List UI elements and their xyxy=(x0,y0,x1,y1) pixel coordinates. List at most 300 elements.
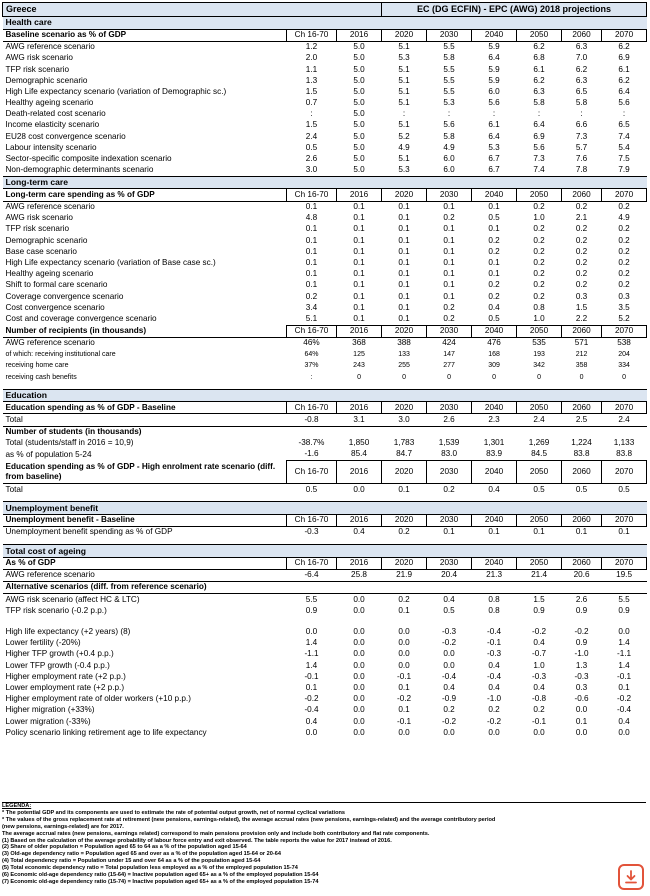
table-row xyxy=(3,280,647,291)
row-value: 1.3 xyxy=(305,75,318,85)
row-value: 0.2 xyxy=(618,269,630,279)
row-value: : xyxy=(492,109,496,119)
row-value: 0.1 xyxy=(618,682,630,692)
row-value: 0.2 xyxy=(305,291,318,301)
row-value: 0.2 xyxy=(488,705,500,715)
row-value: : xyxy=(310,373,313,381)
column-header: 2070 xyxy=(602,29,647,41)
column-header: Ch 16-70 xyxy=(287,189,337,201)
row-value: 5.0 xyxy=(353,109,365,119)
row-value: 0.0 xyxy=(533,727,545,737)
row-value: -0.8 xyxy=(287,414,337,426)
row-value: 0.1 xyxy=(398,280,410,290)
row-value: 0.0 xyxy=(618,727,630,737)
row-value: 0.0 xyxy=(618,627,630,637)
table-row xyxy=(3,142,647,153)
row-value: 5.5 xyxy=(443,42,455,52)
row-value: 133 xyxy=(398,351,410,359)
row-value: 5.9 xyxy=(488,75,500,85)
column-header: 2050 xyxy=(517,29,562,41)
row-value: 0.1 xyxy=(305,202,318,212)
row-value: 0.2 xyxy=(443,302,455,312)
row-label: Lower fertility (-20%) xyxy=(5,638,81,648)
legend-line: (5) Total economic dependency ratio = Total population less employed as a % of the employed population 15-74 xyxy=(2,865,298,872)
health-section xyxy=(3,17,647,30)
column-header: 2040 xyxy=(472,557,517,569)
row-value: 5.0 xyxy=(353,98,365,108)
row-label: AWG risk scenario xyxy=(5,213,73,223)
row-value: 6.0 xyxy=(443,154,455,164)
recipients-header xyxy=(3,325,647,337)
ageing-header-label: As % of GDP xyxy=(3,557,287,569)
row-label: Cost and coverage convergence scenario xyxy=(5,314,157,324)
row-value: 358 xyxy=(575,362,588,370)
row-value: 6.9 xyxy=(533,131,545,141)
row-label: AWG reference scenario xyxy=(3,569,287,581)
ltc-section xyxy=(3,176,647,189)
row-value: -1.0 xyxy=(574,649,589,659)
unemployment-section-title: Unemployment benefit xyxy=(3,502,647,515)
table-row xyxy=(3,246,647,257)
row-value: 6.5 xyxy=(618,120,630,130)
row-value: 5.1 xyxy=(398,86,410,96)
row-value: 1,539 xyxy=(438,438,460,448)
column-header: 2050 xyxy=(517,402,562,414)
row-value: 4.9 xyxy=(443,142,455,152)
row-value: : xyxy=(537,109,541,119)
row-label: AWG reference scenario xyxy=(5,42,95,52)
education-section xyxy=(3,389,647,402)
row-label: Lower TFP growth (-0.4 p.p.) xyxy=(5,660,110,670)
row-value: 0.1 xyxy=(533,527,545,537)
row-label: Sector-specific composite indexation scenario xyxy=(5,154,172,164)
row-value: 6.1 xyxy=(488,120,500,130)
row-value: 0.2 xyxy=(575,280,588,290)
row-value: 6.6 xyxy=(575,120,588,130)
column-header: Ch 16-70 xyxy=(287,461,337,484)
row-value: 0.9 xyxy=(533,605,545,615)
row-value: 83.8 xyxy=(573,449,590,459)
row-value: 0.2 xyxy=(443,705,455,715)
row-value: 0.1 xyxy=(353,313,365,323)
row-value: 0.4 xyxy=(618,716,630,726)
row-value: 5.1 xyxy=(398,120,410,130)
column-header: 2060 xyxy=(562,402,602,414)
alt-scenarios-header xyxy=(3,582,647,594)
legend-line: The average accrual rates (new pensions, earnings related) correspond to main pensions provision only and include both contributory and flat rate components. xyxy=(2,830,430,837)
row-value: : xyxy=(580,109,583,119)
row-value: 1.4 xyxy=(618,660,630,670)
download-button[interactable] xyxy=(618,864,644,890)
row-label: Higher employment rate of older workers (+10 p.p.) xyxy=(5,694,191,704)
row-value: 538 xyxy=(617,338,631,348)
table-row xyxy=(3,605,647,616)
unemployment-header xyxy=(3,514,647,526)
row-value: 6.3 xyxy=(575,42,588,52)
row-label: receiving cash benefits xyxy=(5,373,77,381)
row-value: 0.0 xyxy=(443,727,455,737)
row-value: 125 xyxy=(353,351,365,359)
row-value: -0.2 xyxy=(441,716,457,726)
row-value: 2.3 xyxy=(472,414,517,426)
row-value: 0.7 xyxy=(305,98,318,108)
legend-line: * The potential GDP and its components are used to estimate the rate of potential output growth, net of normal cyclical variations xyxy=(2,809,346,816)
row-value: 0.8 xyxy=(533,302,545,312)
row-value: 5.5 xyxy=(443,64,455,74)
row-value: 5.2 xyxy=(398,131,410,141)
row-label: Higher employment rate (+2 p.p.) xyxy=(5,671,126,681)
row-value: 21.3 xyxy=(472,569,517,581)
row-value: 0.1 xyxy=(575,716,588,726)
table-row xyxy=(3,594,647,606)
row-value: 0.2 xyxy=(488,291,500,301)
row-value: 2.5 xyxy=(562,414,602,426)
row-value: 1.0 xyxy=(533,213,545,223)
row-label: AWG reference scenario xyxy=(5,202,95,212)
column-header: 2020 xyxy=(382,557,427,569)
row-value: 0.2 xyxy=(533,224,545,234)
row-value: 3.1 xyxy=(337,414,382,426)
table-row xyxy=(3,109,647,120)
row-value: 2.6 xyxy=(305,154,318,164)
table-row xyxy=(3,569,647,581)
row-value: 64% xyxy=(304,351,319,359)
row-value: 1.4 xyxy=(618,638,630,648)
legend-line: (1) Based on the calculation of the average probability of labour force entry and exit observed. The table reports the value for 2017 instead of 2016. xyxy=(2,837,392,844)
row-label: Death-related cost scenario xyxy=(5,109,106,119)
row-value: 0.1 xyxy=(398,202,410,212)
row-value: 0.0 xyxy=(353,682,365,692)
ltc-section-title: Long-term care xyxy=(3,176,647,189)
row-label: Coverage convergence scenario xyxy=(5,291,124,301)
table-row xyxy=(3,526,647,538)
row-label: High Life expectancy scenario (variation of Base case sc.) xyxy=(5,258,216,268)
row-value: 424 xyxy=(442,338,456,348)
row-value: 388 xyxy=(397,338,411,348)
row-value: 1,133 xyxy=(613,438,635,448)
row-value: 7.4 xyxy=(533,165,545,175)
row-value: 0.1 xyxy=(398,235,410,245)
row-value: 5.3 xyxy=(488,142,500,152)
table-row xyxy=(3,360,647,371)
row-value: 5.1 xyxy=(398,98,410,108)
column-header: 2050 xyxy=(517,325,562,337)
unemployment-section xyxy=(3,502,647,515)
row-value: 0.2 xyxy=(618,280,630,290)
row-value: 0.9 xyxy=(575,605,588,615)
row-label: Base case scenario xyxy=(5,246,77,256)
table-row xyxy=(3,705,647,716)
row-label: Total xyxy=(5,484,23,494)
row-value: 0.0 xyxy=(353,638,365,648)
table-row xyxy=(3,86,647,97)
column-header: 2030 xyxy=(427,557,472,569)
column-header: 2016 xyxy=(337,402,382,414)
row-label: Unemployment benefit spending as % of GDP xyxy=(5,527,173,537)
row-value: 0.1 xyxy=(443,235,455,245)
row-value: 168 xyxy=(488,351,500,359)
row-value: -0.3 xyxy=(304,527,319,537)
row-value: 0.0 xyxy=(398,627,410,637)
row-value: 5.7 xyxy=(575,142,588,152)
row-value: 0 xyxy=(357,373,361,381)
row-value: 6.4 xyxy=(533,120,545,130)
row-value: -0.4 xyxy=(486,671,502,681)
row-value: -0.7 xyxy=(531,649,547,659)
row-value: 0.1 xyxy=(305,682,318,692)
table-row xyxy=(3,438,647,449)
row-value: 5.3 xyxy=(398,53,410,63)
row-value: 243 xyxy=(353,362,365,370)
column-header: 2040 xyxy=(472,461,517,484)
row-value: 0.1 xyxy=(398,246,410,256)
row-value: -0.2 xyxy=(396,694,412,704)
row-label: AWG risk scenario xyxy=(5,53,73,63)
row-value: 0.1 xyxy=(398,269,410,279)
row-value: 0 xyxy=(402,373,406,381)
row-value: 0.3 xyxy=(575,682,588,692)
row-value: -0.2 xyxy=(441,638,457,648)
country-name: Greece xyxy=(3,3,382,17)
row-value: -0.3 xyxy=(574,671,589,681)
table-row xyxy=(3,638,647,649)
row-value: 1,224 xyxy=(571,438,592,448)
column-header: Ch 16-70 xyxy=(287,325,337,337)
row-value: 2.4 xyxy=(602,414,647,426)
row-value: 5.0 xyxy=(353,75,365,85)
row-value: 46% xyxy=(303,338,320,348)
table-row xyxy=(3,41,647,53)
students-header xyxy=(3,426,647,438)
row-value: 6.1 xyxy=(533,64,545,74)
row-value: 5.3 xyxy=(398,165,410,175)
row-value: -0.2 xyxy=(616,694,632,704)
row-value: 0.1 xyxy=(443,527,455,537)
row-value: 1,301 xyxy=(483,438,505,448)
row-value: : xyxy=(402,109,406,119)
row-value: 83.0 xyxy=(441,449,457,459)
row-value: 0.1 xyxy=(398,291,410,301)
column-header: 2016 xyxy=(337,514,382,526)
table-row xyxy=(3,154,647,165)
row-value: 5.2 xyxy=(618,313,630,323)
row-value: 5.3 xyxy=(443,98,455,108)
row-value: 3.5 xyxy=(618,302,630,312)
row-value: 0.1 xyxy=(353,213,365,223)
row-value: 1.4 xyxy=(305,638,318,648)
row-value: 0.1 xyxy=(443,224,455,234)
row-value: 0.0 xyxy=(353,627,365,637)
row-value: 6.4 xyxy=(618,86,630,96)
row-value: 7.0 xyxy=(575,53,588,63)
row-value: 7.3 xyxy=(533,154,545,164)
row-value: 5.5 xyxy=(443,75,455,85)
row-value: 2.6 xyxy=(427,414,472,426)
ageing-section-title: Total cost of ageing xyxy=(3,545,647,558)
table-row xyxy=(3,120,647,131)
row-value: -0.1 xyxy=(616,671,632,681)
row-value: 84.7 xyxy=(396,449,412,459)
row-value: 6.3 xyxy=(575,75,588,85)
column-header: 2040 xyxy=(472,514,517,526)
row-label: Higher migration (+33%) xyxy=(5,705,95,715)
row-value: 0.0 xyxy=(353,660,365,670)
row-value: 0.8 xyxy=(488,605,500,615)
row-value: 0.2 xyxy=(443,484,455,494)
row-value: -0.1 xyxy=(396,671,412,681)
column-header: 2050 xyxy=(517,461,562,484)
row-value: 5.6 xyxy=(533,142,545,152)
row-value: 0.2 xyxy=(618,202,630,212)
row-value: 0.1 xyxy=(305,246,318,256)
table-row xyxy=(3,649,647,660)
row-value: -0.6 xyxy=(574,694,589,704)
row-value: 7.6 xyxy=(575,154,588,164)
row-value: 83.8 xyxy=(616,449,633,459)
row-value: 0.1 xyxy=(353,280,365,290)
column-header: 2020 xyxy=(382,514,427,526)
row-value: 5.6 xyxy=(618,98,630,108)
column-header: 2060 xyxy=(562,557,602,569)
row-value: 0.4 xyxy=(305,716,318,726)
row-value: 0.1 xyxy=(443,291,455,301)
row-value: 0.1 xyxy=(443,258,455,268)
row-value: 147 xyxy=(443,351,455,359)
row-label: TFP risk scenario xyxy=(5,64,70,74)
table-row xyxy=(3,53,647,64)
legend-line: * The values of the gross replacement rate at retirement (new pensions, earnings-related), the average accrual rates (new pensions, earnings-related) and the average contributory period xyxy=(2,816,496,823)
row-value: 0 xyxy=(447,373,451,381)
row-value: 0.2 xyxy=(618,224,630,234)
column-header: Ch 16-70 xyxy=(287,557,337,569)
legend-line: (new pensions, earnings-related) are for 2017. xyxy=(2,823,124,830)
row-value: 0.1 xyxy=(488,258,500,268)
row-value: 0.2 xyxy=(398,527,410,537)
column-header: 2070 xyxy=(602,557,647,569)
column-header: 2016 xyxy=(337,325,382,337)
row-value: 25.8 xyxy=(337,569,382,581)
row-label: AWG reference scenario xyxy=(5,338,95,348)
row-value: 0.0 xyxy=(398,660,410,670)
column-header: 2030 xyxy=(427,325,472,337)
row-value: 85.4 xyxy=(351,449,367,459)
row-label: Income elasticity scenario xyxy=(5,120,100,130)
row-value: 4.9 xyxy=(618,213,630,223)
row-value: 0.1 xyxy=(353,258,365,268)
ageing-header xyxy=(3,557,647,569)
row-label: Shift to formal care scenario xyxy=(5,280,108,290)
row-value: 0.8 xyxy=(488,594,500,604)
legend xyxy=(2,802,646,886)
column-header: 2016 xyxy=(337,461,382,484)
row-value: 0.0 xyxy=(398,727,410,737)
row-value: 0.1 xyxy=(305,269,318,279)
row-value: 6.4 xyxy=(488,53,500,63)
row-value: 0.5 xyxy=(488,213,500,223)
recipients-header-label: Number of recipients (in thousands) xyxy=(3,325,287,337)
row-value: 6.9 xyxy=(618,53,630,63)
row-value: 0 xyxy=(537,373,541,381)
row-value: 5.9 xyxy=(488,42,500,52)
table-row xyxy=(3,660,647,671)
row-value: -0.3 xyxy=(531,671,547,681)
row-value: 212 xyxy=(575,351,588,359)
table-row xyxy=(3,716,647,727)
row-value: 0.1 xyxy=(353,224,365,234)
spacer xyxy=(3,617,647,627)
row-value: 0.1 xyxy=(398,484,410,494)
row-value: 0.9 xyxy=(618,605,630,615)
column-header: 2030 xyxy=(427,514,472,526)
table-row xyxy=(3,371,647,382)
row-value: 1.5 xyxy=(305,86,318,96)
row-value: 7.8 xyxy=(575,165,588,175)
row-label: Higher TFP growth (+0.4 p.p.) xyxy=(5,649,114,659)
row-label: Non-demographic determinants scenario xyxy=(5,165,154,175)
high-enrolment-header-label: Education spending as % of GDP - High enrolment rate scenario (diff. from baseline) xyxy=(3,461,287,484)
row-value: 0.1 xyxy=(443,280,455,290)
row-value: -0.2 xyxy=(486,716,502,726)
row-value: 0.0 xyxy=(398,638,410,648)
row-label: Lower employment rate (+2 p.p.) xyxy=(5,682,125,692)
row-value: 0.1 xyxy=(488,527,500,537)
table-row xyxy=(3,683,647,694)
row-value: 21.9 xyxy=(382,569,427,581)
row-value: 4.9 xyxy=(398,142,410,152)
row-value: 0.2 xyxy=(575,235,588,245)
students-header-label: Number of students (in thousands) xyxy=(5,426,142,436)
row-label: receiving home care xyxy=(5,362,69,370)
row-value: 0.1 xyxy=(305,258,318,268)
row-value: 2.0 xyxy=(305,53,318,63)
row-value: 342 xyxy=(533,362,545,370)
row-value: -0.1 xyxy=(396,716,412,726)
row-value: 0.1 xyxy=(398,213,410,223)
row-value: 5.0 xyxy=(353,86,365,96)
table-row xyxy=(3,235,647,246)
page-header xyxy=(3,3,647,17)
health-header xyxy=(3,29,647,41)
row-value: : xyxy=(310,109,313,119)
row-value: 309 xyxy=(488,362,500,370)
row-label: TFP risk scenario (-0.2 p.p.) xyxy=(5,605,107,615)
row-value: 1.5 xyxy=(533,594,545,604)
row-value: 0.0 xyxy=(353,649,365,659)
row-value: 0.1 xyxy=(488,202,500,212)
column-header: 2020 xyxy=(382,325,427,337)
row-value: 0.4 xyxy=(533,682,545,692)
ltc-header xyxy=(3,189,647,201)
source-title: EC (DG ECFIN) - EPC (AWG) 2018 projections xyxy=(382,3,647,17)
row-value: 0.2 xyxy=(533,269,545,279)
unemployment-header-label: Unemployment benefit - Baseline xyxy=(3,514,287,526)
column-header: 2020 xyxy=(382,402,427,414)
row-value: 2.2 xyxy=(575,313,588,323)
row-value: 0.2 xyxy=(575,246,588,256)
column-header: 2020 xyxy=(382,189,427,201)
row-value: 193 xyxy=(533,351,545,359)
column-header: 2070 xyxy=(602,325,647,337)
row-value: 0.1 xyxy=(488,269,500,279)
row-label: Total xyxy=(3,414,287,426)
row-value: -0.3 xyxy=(441,627,457,637)
row-value: 0.9 xyxy=(575,638,588,648)
health-section-title: Health care xyxy=(3,17,647,30)
row-label: Total (students/staff in 2016 = 10,9) xyxy=(5,438,134,448)
row-value: 0.5 xyxy=(618,484,630,494)
row-value: 0.0 xyxy=(353,484,365,494)
table-row xyxy=(3,98,647,109)
